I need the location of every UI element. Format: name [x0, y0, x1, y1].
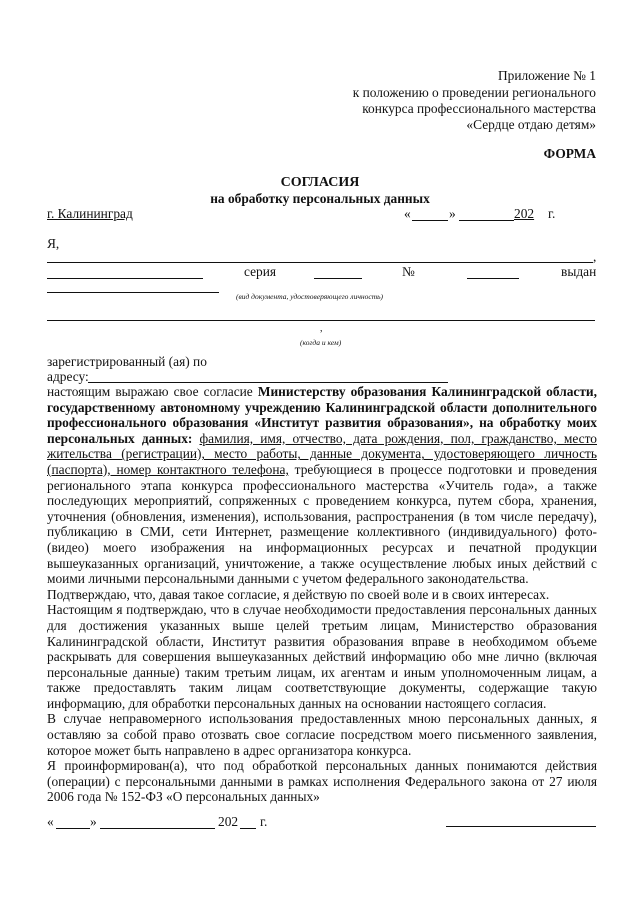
number-label: № [402, 264, 415, 279]
issued-by-line [47, 320, 595, 321]
series-line [314, 278, 362, 279]
document-title: СОГЛАСИЯ [280, 175, 360, 190]
document-type-line [47, 292, 219, 293]
footer-year-suffix: г. [260, 814, 268, 829]
form-label: ФОРМА [543, 146, 596, 161]
appendix-line-2: к положению о проведении регионального [352, 85, 596, 100]
series-label: серия [244, 264, 277, 279]
consent-paragraph-3: Настоящим я подтверждаю, что в случае необходимости предоставления персональных данных для достижения указанных выше целей третьим лицам, Министерство образования Калининградской области, Институт развития образования вправе в необходимом объеме раскрывать для совершения вышеуказанных действий информацию обо мне лично (включая персональные данные) таким третьим лицам, их агентам и иным уполномоченным лицам, а также предоставлять таким лицам соответствующие документы, содержащие такую информацию, для обработки персональных данных на основании настоящего согласия. [47, 602, 597, 711]
address-line [88, 382, 448, 383]
consent-recipients: Министерству образования Калининградской области, государственному автономному учреждению Калининградской области дополнительного профессионального образования «Институт развития образования», на обработку моих персональных данных: [47, 384, 597, 446]
i-label: Я, [47, 236, 60, 251]
line-before-series [47, 278, 203, 279]
document-type-hint: (вид документа, удостоверяющего личность) [236, 292, 384, 301]
date-open-quote: « [404, 206, 411, 221]
date-close-quote: » [449, 206, 456, 221]
date-year-suffix: г. [548, 206, 556, 221]
footer-close-quote: » [90, 814, 97, 829]
address-label: адресу: [47, 369, 89, 384]
footer-open-quote: « [47, 814, 54, 829]
footer-year: 202 [218, 814, 239, 829]
personal-data-list: фамилия, имя, отчество, дата рождения, пол, гражданство, место жительства (регистрации), место работы, данные документа, удостоверяющего личность (паспорта), номер контактного телефона, [47, 430, 597, 477]
date-day-line [412, 220, 448, 221]
footer-day-line [56, 828, 90, 829]
issued-by-comma: , [320, 323, 323, 334]
footer-year-line [240, 828, 256, 829]
full-name-comma: , [593, 249, 597, 264]
consent-body [47, 384, 597, 805]
date-year: 202 [514, 206, 535, 221]
consent-paragraph-4: В случае неправомерного использования предоставленных мною персональных данных, я оставляю за собой право отозвать свое согласие посредством моего письменного заявления, которое может быть направлено в адрес организатора конкурса. [47, 711, 597, 758]
full-name-line [47, 262, 593, 263]
place-name: г. Калининград [47, 206, 133, 221]
consent-paragraph-1 [47, 384, 597, 587]
issued-label: выдан [561, 264, 597, 279]
appendix-line-3: конкурса профессионального мастерства [362, 101, 596, 116]
document-subtitle: на обработку персональных данных [210, 191, 430, 206]
appendix-line-1: Приложение № 1 [497, 68, 596, 83]
consent-intro: настоящим выражаю свое согласие [47, 384, 258, 399]
registered-label: зарегистрированный (ая) по [47, 354, 207, 369]
consent-paragraph-2: Подтверждаю, что, давая такое согласие, я действую по своей воле и в своих интересах. [47, 586, 550, 602]
number-line [467, 278, 519, 279]
date-month-line [459, 220, 514, 221]
consent-paragraph-5: Я проинформирован(а), что под обработкой персональных данных понимаются действия (операции) с персональными данными в рамках исполнения Федерального закона от 27 июля 2006 года № 152-ФЗ «О персональных данных» [47, 758, 597, 805]
appendix-line-4: «Сердце отдаю детям» [466, 117, 596, 132]
footer-month-line [100, 828, 215, 829]
signature-line [446, 826, 596, 827]
issued-by-hint: (когда и кем) [300, 338, 342, 347]
processing-purpose: требующиеся в процессе подготовки и проведения регионального этапа конкурса профессионального мастерства «Учитель года», а также последующих мероприятий, сопряженных с проведением конкурса, путем сбора, хранения, уточнения (обновления, изменения), использования, распространения (в том числе передачу), публикацию в СМИ, сети Интернет, размещение коллективного (индивидуального) фото- (видео) моего изображения на информационных ресурсах и печатной продукции вышеуказанных организаций, уничтожение, а также осуществление любых иных действий с моими личными персональными данными с учетом федерального законодательства. [47, 461, 597, 587]
